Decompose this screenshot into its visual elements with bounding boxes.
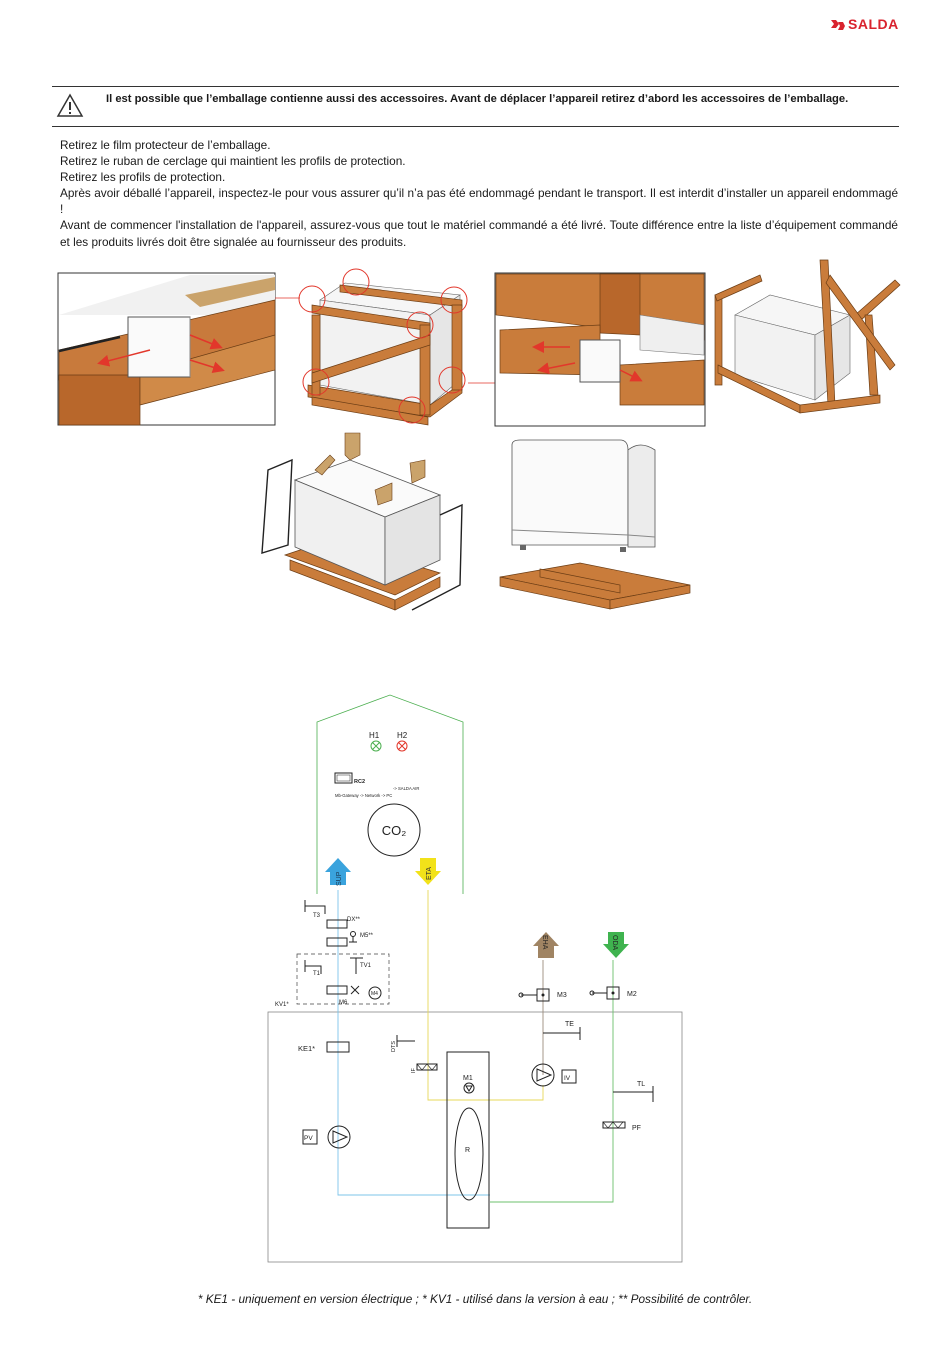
supply-fan-icon (328, 1126, 350, 1148)
label-ke1: KE1* (298, 1044, 316, 1053)
label-pv: PV (304, 1135, 313, 1142)
salda-logo-icon (830, 17, 846, 33)
lamp-h2-icon (397, 741, 407, 751)
m5-box-icon (327, 938, 347, 946)
sensor-t3-icon (305, 900, 325, 914)
dx-box-icon (327, 920, 347, 928)
label-co2: CO₂ (381, 823, 407, 838)
warning-triangle-icon (56, 93, 84, 119)
label-dts: DTS (391, 1041, 397, 1052)
label-rc2: RC2 (354, 779, 366, 785)
label-m3: M3 (557, 992, 567, 999)
label-m2: M2 (627, 991, 637, 998)
filter-if-icon (417, 1064, 437, 1070)
label-m6: M6 (339, 1000, 348, 1006)
unit-lifted (500, 440, 690, 609)
crate-overview (299, 269, 467, 425)
filter-pf-icon (603, 1122, 625, 1128)
label-tv1: TV1 (360, 963, 372, 969)
unpacking-illustrations (0, 255, 950, 625)
label-h2: H2 (397, 731, 408, 740)
instruction-3: Retirez les profils de protection. (60, 170, 226, 185)
label-eta: ETA (426, 866, 433, 880)
rotor-wheel-icon (455, 1108, 483, 1200)
rotor-motor-icon (464, 1083, 474, 1093)
label-pf: PF (632, 1125, 641, 1132)
instructions (60, 137, 898, 250)
label-h1: H1 (369, 731, 380, 740)
valve-m5-icon (349, 932, 357, 943)
label-t1: T1 (313, 971, 321, 977)
rc2-panel-icon (335, 773, 352, 783)
ventilation-schematic (255, 690, 695, 1270)
sensor-dts-icon (397, 1035, 415, 1047)
m6-box-icon (327, 986, 347, 994)
damper-m2-icon (590, 987, 619, 999)
warning-text: Il est possible que l’emballage contienne aussi des accessoires. Avant de déplacer l’appareil retirez d’abord les accessoires de l’emballage. (106, 93, 849, 105)
label-salda-air: -> SALDA AIR (393, 786, 420, 791)
sensor-te-icon (543, 1027, 580, 1040)
label-sup: SUP (336, 871, 343, 886)
damper-m3-icon (519, 989, 549, 1001)
label-m1: M1 (463, 1075, 473, 1082)
salda-logo (830, 16, 910, 36)
label-dx: DX** (347, 917, 361, 923)
label-kv1: KV1* (275, 1002, 289, 1008)
instruction-5: Avant de commencer l'installation de l'appareil, assurez-vous que tout le matériel commandé a été livré. Toute différence entre la liste d’équipement commandé et les produits livrés doit être signalée au fournisseur des produits. (60, 218, 898, 249)
instruction-4: Après avoir déballé l’appareil, inspectez-le pour vous assurer qu’il n’a pas été endommagé pendant le transport. Il est interdit d’installer un appareil endommagé ! (60, 186, 898, 217)
instruction-2: Retirez le ruban de cerclage qui maintient les profils de protection. (60, 154, 406, 169)
lamp-h1-icon (371, 741, 381, 751)
warning-box (52, 86, 899, 127)
unit-on-pallet (262, 433, 462, 610)
outdoor-duct (490, 960, 613, 1202)
instruction-1: Retirez le film protecteur de l’emballage. (60, 138, 271, 152)
closeup-corner-right (495, 273, 705, 426)
footnote: * KE1 - uniquement en version électrique ; * KV1 - utilisé dans la version à eau ; ** Possibilité de contrôler. (197, 1292, 753, 1306)
label-r: R (465, 1147, 471, 1154)
label-eha: EHA (541, 935, 548, 950)
unit-outline (268, 1012, 682, 1262)
label-network-path: Mb-Gateway -> Network -> PC (335, 793, 393, 798)
label-m4: M4 (371, 991, 378, 997)
label-m5: M5** (360, 933, 374, 939)
label-if: IF (411, 1068, 417, 1073)
closeup-corner-left (58, 273, 275, 425)
label-te: TE (565, 1021, 574, 1028)
brand-name: SALDA (848, 16, 899, 32)
label-t3: T3 (313, 913, 321, 919)
sensor-tl-icon (613, 1086, 653, 1102)
label-iv: IV (564, 1075, 571, 1082)
label-oda: ODA (611, 935, 618, 951)
valve-m6-icon (351, 986, 359, 994)
crate-disassembled (715, 260, 900, 413)
label-tl: TL (637, 1081, 646, 1088)
